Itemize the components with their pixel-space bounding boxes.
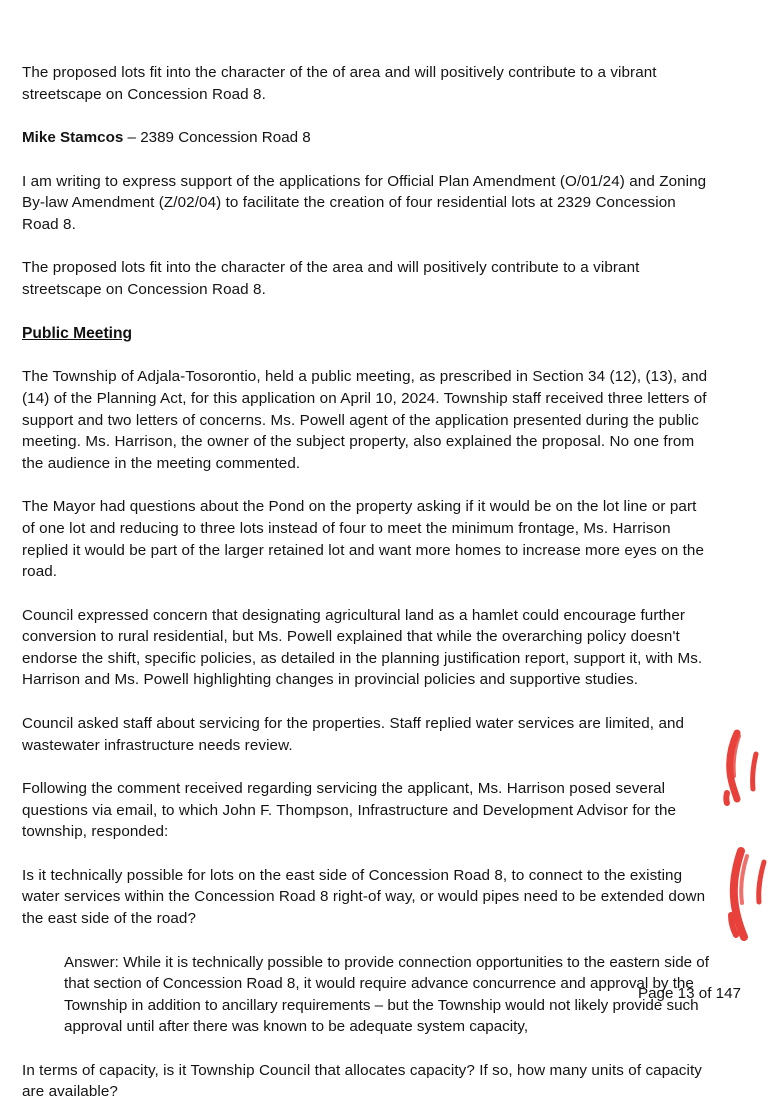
paragraph-support-statement: I am writing to express support of the applications for Official Plan Amendment (O/01/24) and Zoning By-law Amendment (Z/02/04) to facilitate the creation of four residential lots at 2329 Concession Road 8.: [22, 172, 707, 233]
paragraph-question-capacity: In terms of capacity, is it Township Council that allocates capacity? If so, how many units of capacity are available?: [22, 1061, 702, 1101]
page-footer-number: Page 13 of 147: [637, 985, 741, 1002]
page-content: [22, 62, 713, 1103]
speaker-address: – 2389 Concession Road 8: [127, 129, 311, 147]
paragraph-character-streetscape: The proposed lots fit into the character of the area and will positively contribute to a vibrant streetscape on Concession Road 8.: [22, 259, 640, 299]
speaker-line: [22, 127, 713, 149]
heading-public-meeting: Public Meeting: [22, 324, 133, 342]
paragraph-email-questions-intro: Following the comment received regarding servicing the applicant, Ms. Harrison posed several questions via email, to which John F. Thompson, Infrastructure and Development Advisor for the township, responded:: [22, 780, 677, 841]
paragraph-mayor-questions: The Mayor had questions about the Pond on the property asking if it would be on the lot line or part of one lot and reducing to three lots instead of four to meet the minimum frontage, Ms. Harrison replied it would be part of the larger retained lot and want more homes to increase more eyes on the road.: [22, 498, 705, 581]
paragraph-intro: The proposed lots fit into the character of the of area and will positively contribute to a vibrant streetscape on Concession Road 8.: [22, 64, 657, 103]
red-slash-mark-lower: [731, 851, 764, 937]
paragraph-question-technical-feasibility: Is it technically possible for lots on the east side of Concession Road 8, to connect to the existing water services within the Concession Road 8 right-of way, or would pipes need to be extended down the east side of the road?: [22, 866, 706, 928]
paragraph-public-meeting-summary: The Township of Adjala-Tosorontio, held a public meeting, as prescribed in Section 34 (12), (13), and (14) of the Planning Act, for this application on April 10, 2024. Township staff received three letters of support and two letters of concerns. Ms. Powell agent of the application presented during the public meeting. Ms. Harrison, the owner of the subject property, also explained the proposal. No one from the audience in the meeting commented.: [22, 368, 708, 472]
speaker-name: Mike Stamcos: [22, 129, 124, 147]
paragraph-servicing-staff: Council asked staff about servicing for the properties. Staff replied water services are limited, and wastewater infrastructure needs review.: [22, 714, 685, 754]
paragraph-council-concern: Council expressed concern that designating agricultural land as a hamlet could encourage further conversion to rural residential, but Ms. Powell explained that while the overarching policy doesn't endorse the shift, specific policies, as detailed in the planning justification report, support it, with Ms. Harrison and Ms. Powell highlighting changes in provincial policies and supportive studies.: [22, 606, 703, 689]
red-slash-mark-upper: [726, 733, 756, 803]
paragraph-answer-block: Answer: While it is technically possible to provide connection opportunities to the eastern side of that section of Concession Road 8, it would require advance concurrence and approval by the Township in addition to ancillary requirements – but the Township would not likely provide such approval until after there was known to be adequate system capacity,: [64, 953, 709, 1036]
